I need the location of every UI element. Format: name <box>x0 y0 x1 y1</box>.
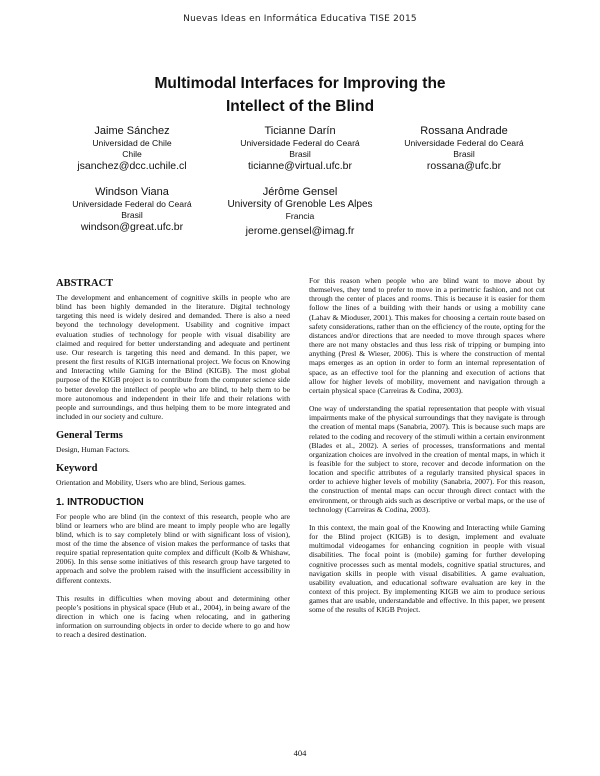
author-email[interactable]: windson@great.ufc.br <box>80 221 184 233</box>
author-name: Ticianne Darín <box>264 125 336 137</box>
right-column <box>309 276 545 623</box>
author-block-3 <box>374 125 554 173</box>
author-country: Brasil <box>289 148 311 159</box>
author-affiliation: Universidade Federal do Ceará <box>72 199 192 209</box>
author-name: Jérôme Gensel <box>262 186 338 198</box>
body-paragraph-2: One way of understanding the spatial representation that people with visual impairments make of the physical surroundings that they navigate is through the creation of mental maps (Sanabria, 2007). This is because such maps are related to the coding and recovery of the stimuli within a certain environment (Blades et al., 2002). A series of processes, transformations and mental organization choices are involved in the creation of mental maps, in which it is feasible for the subject to store, recover and decode information on the location and specific attributes of a regularly transited physical spaces in order to achieve higher levels of mobility (Sanabria, 2007). For this reason, the construction of mental maps can occur through direct contact with the environment, or through aids such as descriptive or verbal maps, or the use of technology (Carreiras & Codina, 2003). <box>309 404 545 514</box>
body-paragraph-3: In this context, the main goal of the Knowing and Interacting while Gaming for the Blind project (KIGB) is to design, implement and evaluate multimodal videogames for enhancing cognition in people with visual disabilities. The focal point is (mobile) gaming for further developing cognitive processes such as mental models, cognitive spatial structures, and navigation skills in people with visual disabilities. A game evaluation, usability evaluation, and educational software evaluation are key in the context of this project. By implementing KIGB we aim to produce serious games that are usable, understandable and effective. In this paper, we present some of the results of KIGB Project. <box>309 522 545 615</box>
keyword-heading: Keyword <box>56 463 98 475</box>
general-terms-heading: General Terms <box>56 430 123 442</box>
title-line-1: Multimodal Interfaces for Improving the <box>154 75 446 92</box>
author-block-4 <box>42 186 222 234</box>
intro-paragraph-2: This results in difficulties when moving about and determining other people’s positions in physical space (Hub et al., 2004), in being aware of the direction in which one is facing when relocating, and in gathering information on surrounding objects in order to decide where to go and how to reach a desired destination. <box>56 593 290 640</box>
author-affiliation: University of Grenoble Les Alpes <box>227 199 373 210</box>
keyword-text: Orientation and Mobility, Users who are blind, Serious games. <box>56 478 246 488</box>
author-name: Jaime Sánchez <box>94 125 170 137</box>
running-header: Nuevas Ideas en Informática Educativa TISE 2015 <box>183 14 417 24</box>
page-number: 404 <box>293 748 307 758</box>
author-affiliation: Universidade Federal do Ceará <box>240 138 360 148</box>
author-affiliation: Universidade Federal do Ceará <box>404 138 524 148</box>
author-country: Brasil <box>453 148 475 159</box>
author-block-2 <box>210 125 390 173</box>
general-terms-text: Design, Human Factors. <box>56 445 130 455</box>
author-name: Windson Viana <box>95 186 169 198</box>
author-country: Brasil <box>121 209 143 220</box>
author-name: Rossana Andrade <box>420 125 508 137</box>
intro-paragraph-1: For people who are blind (in the context of this research, people who are blind or learners who are blind are meant to imply people who are legally blind, which is to say completely blind or with significant loss of vision), most of the time the absence of vision makes the performance of tasks that require spatial representation quite complex and difficult (Kolb & Whishaw, 2006). In this sense some initiatives of this research group have targeted to approach and solve the problem raised with the insufficient accessibility in different contexts. <box>56 511 290 585</box>
left-column <box>56 278 290 649</box>
body-paragraph-1: For this reason when people who are blind want to move about by themselves, they tend to prefer to move in a perimetric fashion, and not cut through the center of places and rooms. This is because it is easier for them follow the lines of a building with their hands or using a mobility cane (Lahav & Mioduser, 2001). This makes for choosing a certain route based on safety considerations, rather than on the efficiency of the route, opting for the distances and/or directions that are needed to move through spaces where there are not many obstacles and thus less risk of tripping or bumping into anything (Presl & Wieser, 2006). This is where the construction of mental maps emerges as an option in order to form an internal representation of space, as an effective tool for the planning and execution of actions that allow for higher levels of mobility, movement and navigation through a certain physical space (Carreiras & Codina, 2003). <box>309 276 545 395</box>
author-email[interactable]: ticianne@virtual.ufc.br <box>247 160 353 172</box>
author-block-5 <box>208 186 392 238</box>
author-email[interactable]: jsanchez@dcc.uchile.cl <box>77 160 187 172</box>
author-country: Chile <box>122 148 142 159</box>
author-email[interactable]: rossana@ufc.br <box>426 160 502 172</box>
paper-title <box>60 72 540 118</box>
author-block-1 <box>42 125 222 173</box>
author-affiliation: Universidad de Chile <box>92 138 172 148</box>
title-line-2: Intellect of the Blind <box>225 98 375 115</box>
author-email[interactable]: jerome.gensel@imag.fr <box>245 225 355 237</box>
abstract-heading: ABSTRACT <box>56 278 114 289</box>
author-country: Francia <box>285 210 315 221</box>
abstract-text: The development and enhancement of cognitive skills in people who are blind has been highly demanded in the literature. Digital technology targeting this need is widely desired and demanded. There is also a need beyond the technology development. Usability and cognitive impact evaluation studies of technology for people with visual disability are claimed and required for better understanding and adequate and pertinent use. Our research is targeting this need and demand. In this paper, we present the first results of KIGB international project. We focus on Knowing and Interacting while Gaming for the Blind (KIGB). The most global purpose of the KIGB project is to contribute from the computer science side to better develop the intellect of people who are blind, to help them to be more autonomous and independent in their life and their relations with people and surroundings, and thus helping them to be more integrated and included in our society and culture. <box>56 293 290 422</box>
introduction-heading: 1. INTRODUCTION <box>56 496 144 508</box>
